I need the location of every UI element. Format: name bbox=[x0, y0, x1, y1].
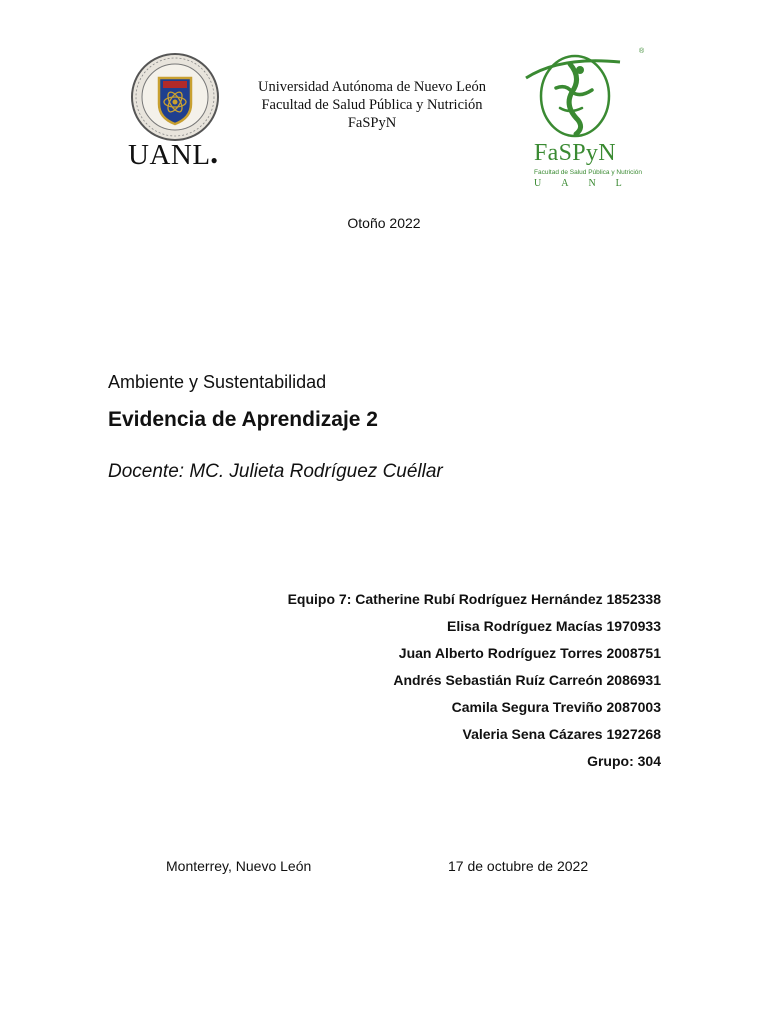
semester: Otoño 2022 bbox=[347, 215, 421, 231]
registered-mark: ® bbox=[639, 48, 645, 55]
team-line: Valeria Sena Cázares 1927268 bbox=[462, 726, 661, 742]
team-line: Camila Segura Treviño 2087003 bbox=[451, 699, 661, 715]
team-line: Andrés Sebastián Ruíz Carreón 2086931 bbox=[393, 672, 661, 688]
teacher-name: Docente: MC. Julieta Rodríguez Cuéllar bbox=[108, 461, 443, 482]
uanl-wordmark: UANL● bbox=[128, 139, 219, 171]
uanl-seal-icon bbox=[130, 52, 220, 142]
date: 17 de octubre de 2022 bbox=[448, 858, 589, 874]
uanl-logo bbox=[128, 52, 224, 174]
faspyn-uanl-text: UANL bbox=[534, 178, 642, 189]
team-members bbox=[288, 591, 661, 780]
faspyn-globe-icon bbox=[520, 48, 650, 148]
place: Monterrey, Nuevo León bbox=[166, 858, 312, 874]
institution-header bbox=[230, 78, 514, 132]
team-line: Elisa Rodríguez Macías 1970933 bbox=[447, 618, 661, 634]
faculty-acronym: FaSPyN bbox=[347, 115, 397, 131]
group-line: Grupo: 304 bbox=[587, 753, 661, 769]
faspyn-logo bbox=[520, 48, 650, 194]
document-title: Evidencia de Aprendizaje 2 bbox=[108, 408, 378, 431]
course-name: Ambiente y Sustentabilidad bbox=[108, 372, 327, 392]
faspyn-subtitle: Facultad de Salud Pública y Nutrición bbox=[534, 169, 643, 176]
faspyn-wordmark: FaSPyN bbox=[534, 140, 616, 166]
team-line: Juan Alberto Rodríguez Torres 2008751 bbox=[398, 645, 661, 661]
university-name: Universidad Autónoma de Nuevo León bbox=[258, 79, 486, 95]
team-line: Equipo 7: Catherine Rubí Rodríguez Hernández 1852338 bbox=[287, 591, 661, 607]
faculty-name: Facultad de Salud Pública y Nutrición bbox=[261, 97, 483, 113]
